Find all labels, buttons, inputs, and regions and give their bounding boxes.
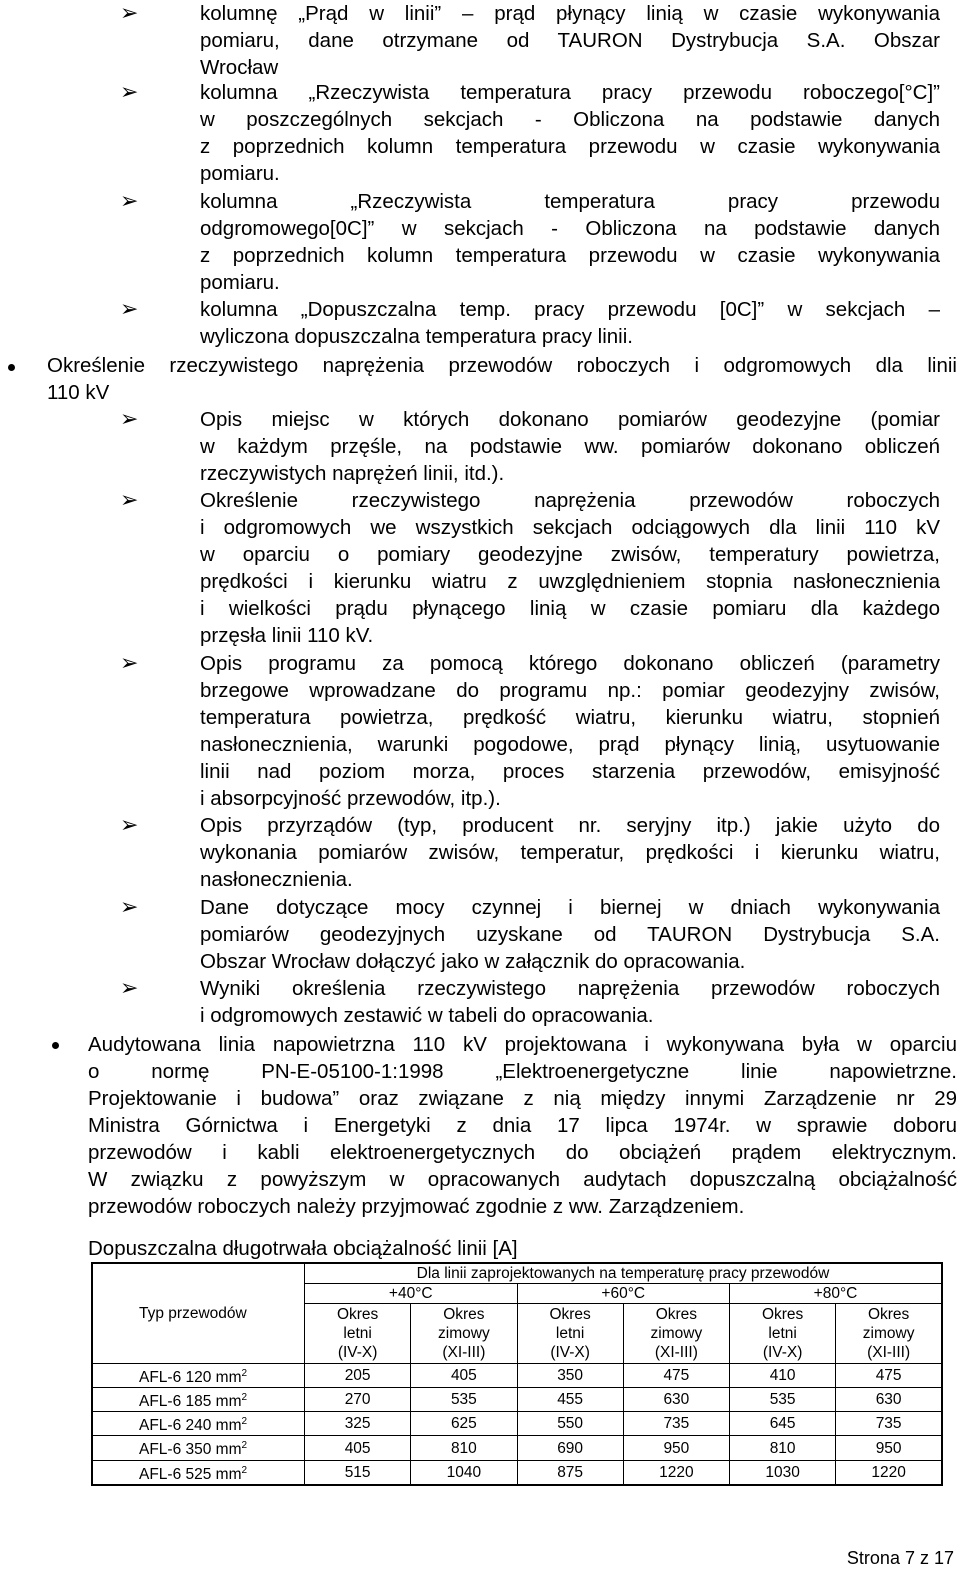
text-line: kolumnę „Prąd w linii” – prąd płynący linią w czasie wykonywania: [200, 2, 940, 25]
arrowhead-bullet-icon: ➢: [120, 895, 139, 920]
load-capacity-table: [91, 1262, 943, 1486]
arrowhead-bullet-icon: ➢: [120, 297, 139, 322]
value-cell: 645: [730, 1412, 836, 1436]
text-line: kolumna „Dopuszczalna temp. pracy przewodu [0C]” w sekcjach –: [200, 298, 940, 321]
season-header-winter: [411, 1304, 517, 1364]
column-group-header: Dla linii zaprojektowanych na temperaturę pracy przewodów: [305, 1263, 943, 1284]
table-row: [92, 1460, 942, 1485]
text-line: Opis miejsc w których dokonano pomiarów geodezyjne (pomiar: [200, 408, 940, 431]
season-line: (IV-X): [762, 1344, 803, 1361]
value-cell: 350: [517, 1364, 623, 1388]
value-cell: 630: [623, 1388, 729, 1412]
paragraph-text: [200, 79, 940, 187]
paragraph-text: [200, 894, 940, 975]
table-row: [92, 1436, 942, 1460]
cable-type-text: AFL-6 525 mm: [139, 1465, 242, 1483]
value-cell: 475: [836, 1364, 942, 1388]
value-cell: 455: [517, 1388, 623, 1412]
text-line: brzegowe wprowadzane do programu np.: pomiar geodezyjny zwisów,: [200, 679, 940, 702]
value-cell: 550: [517, 1412, 623, 1436]
season-line: letni: [343, 1325, 372, 1342]
paragraph-text: [200, 975, 940, 1029]
text-line: pomiarów geodezyjnych uzyskane od TAURON Dystrybucja S.A.: [200, 923, 940, 946]
table-caption: Dopuszczalna długotrwała obciążalność linii [A]: [88, 1237, 518, 1260]
cable-type-cell: [92, 1388, 305, 1412]
season-line: Okres: [549, 1306, 591, 1323]
text-line: Wrocław: [200, 56, 279, 79]
text-line: Opis programu za pomocą którego dokonano obliczeń (parametry: [200, 652, 940, 675]
value-cell: 410: [730, 1364, 836, 1388]
table-row: [92, 1388, 942, 1412]
text-line: W związku z powyższym w opracowanych audytach dopuszczalną obciążalność: [88, 1168, 957, 1191]
season-line: (IV-X): [550, 1344, 590, 1361]
value-cell: 1040: [411, 1460, 517, 1485]
arrowhead-bullet-icon: ➢: [120, 813, 139, 838]
temperature-header: +60°C: [517, 1284, 730, 1304]
value-cell: 875: [517, 1460, 623, 1485]
unit-superscript: 2: [241, 1368, 248, 1379]
season-header-summer: [730, 1304, 836, 1364]
season-header-summer: [305, 1304, 411, 1364]
text-line: Określenie rzeczywistego naprężenia przewodów roboczych i odgromowych dla linii: [47, 354, 957, 377]
paragraph-text: [200, 296, 940, 350]
paragraph-text: [200, 188, 940, 296]
text-line: Określenie rzeczywistego naprężenia przewodów roboczych: [200, 489, 940, 512]
text-line: i absorpcyjność przewodów, itp.).: [200, 787, 501, 810]
season-line: zimowy: [438, 1325, 490, 1342]
cable-type-cell: [92, 1412, 305, 1436]
cable-type-text: AFL-6 185 mm: [139, 1393, 242, 1411]
season-line: zimowy: [650, 1325, 703, 1342]
value-cell: 1220: [623, 1460, 729, 1485]
text-line: o normę PN-E-05100-1:1998 „Elektroenergetyczne linie napowietrzne.: [88, 1060, 957, 1083]
arrowhead-bullet-icon: ➢: [120, 189, 139, 214]
season-header-summer: [517, 1304, 623, 1364]
text-line: nasłonecznienia, warunki pogodowe, prąd płynący linią, usytuowanie: [200, 733, 940, 756]
text-line: rzeczywistych naprężeń linii, itd.).: [200, 462, 505, 485]
value-cell: 735: [836, 1412, 942, 1436]
paragraph-text: [200, 0, 940, 81]
text-line: kolumna „Rzeczywista temperatura pracy przewodu roboczego[°C]”: [200, 81, 940, 104]
arrowhead-bullet-icon: ➢: [120, 651, 139, 676]
cable-type-text: AFL-6 240 mm: [139, 1417, 242, 1435]
text-line: i odgromowych we wszystkich sekcjach odciągowych dla linii 110 kV: [200, 516, 940, 539]
temperature-header: +80°C: [730, 1284, 943, 1304]
season-line: Okres: [867, 1306, 910, 1323]
paragraph-text: [200, 650, 940, 812]
cable-type-cell: [92, 1460, 305, 1485]
season-line: Okres: [336, 1306, 379, 1323]
arrowhead-bullet-icon: ➢: [120, 407, 139, 432]
cable-type-cell: [92, 1364, 305, 1388]
arrowhead-bullet-icon: ➢: [120, 976, 139, 1001]
value-cell: 475: [623, 1364, 729, 1388]
text-line: przęsła linii 110 kV.: [200, 624, 374, 647]
season-line: (XI-III): [654, 1344, 698, 1361]
unit-superscript: 2: [241, 1416, 248, 1428]
text-line: nasłonecznienia.: [200, 868, 353, 891]
text-line: pomiaru.: [200, 271, 280, 294]
value-cell: 735: [623, 1412, 729, 1436]
cable-type-cell: [92, 1436, 305, 1460]
column-header-type: Typ przewodów: [92, 1263, 305, 1364]
text-line: i wielkości prądu płynącego linią w czasie pomiaru dla każdego: [200, 597, 940, 620]
text-line: pomiaru, dane otrzymane od TAURON Dystrybucja S.A. Obszar: [200, 29, 940, 52]
value-cell: 625: [411, 1412, 517, 1436]
cable-type-text: AFL-6 350 mm: [139, 1441, 242, 1459]
text-line: Opis przyrządów (typ, producent nr. seryjny itp.) jakie użyto do: [200, 814, 940, 837]
text-line: i odgromowych zestawić w tabeli do opracowania.: [200, 1004, 654, 1027]
season-header-winter: [623, 1304, 729, 1364]
paragraph-text: [200, 812, 940, 893]
value-cell: 810: [730, 1436, 836, 1460]
round-bullet-icon: [52, 1042, 59, 1049]
temperature-header: +40°C: [305, 1284, 518, 1304]
value-cell: 690: [517, 1436, 623, 1460]
season-line: letni: [555, 1325, 585, 1342]
season-line: letni: [768, 1325, 797, 1342]
text-line: Ministra Górnictwa i Energetyki z dnia 17 lipca 1974r. w sprawie doboru: [88, 1114, 957, 1137]
text-line: przewodów roboczych należy przyjmować zgodnie z ww. Zarządzeniem.: [88, 1195, 745, 1218]
arrowhead-bullet-icon: ➢: [120, 1, 139, 26]
season-line: Okres: [443, 1306, 485, 1323]
season-line: (IV-X): [337, 1344, 378, 1361]
season-line: zimowy: [862, 1325, 915, 1342]
round-bullet-icon: [8, 364, 15, 371]
value-cell: 1220: [836, 1460, 942, 1485]
season-line: (XI-III): [442, 1344, 486, 1361]
text-line: przewodów i kabli elektroenergetycznych do obciążeń prądem elektrycznym.: [88, 1141, 957, 1164]
text-line: pomiaru.: [200, 162, 280, 185]
value-cell: 950: [623, 1436, 729, 1460]
text-line: w poszczególnych sekcjach - Obliczona na podstawie danych: [200, 108, 940, 131]
text-line: Wyniki określenia rzeczywistego naprężenia przewodów roboczych: [200, 977, 940, 1000]
value-cell: 535: [730, 1388, 836, 1412]
text-line: w każdym przęśle, na podstawie ww. pomiarów dokonano obliczeń: [200, 435, 940, 458]
text-line: wykonania pomiarów zwisów, temperatur, prędkości i kierunku wiatru,: [200, 841, 940, 864]
arrowhead-bullet-icon: ➢: [120, 488, 139, 513]
text-line: wyliczona dopuszczalna temperatura pracy linii.: [200, 325, 633, 348]
value-cell: 630: [836, 1388, 942, 1412]
value-cell: 810: [411, 1436, 517, 1460]
season-line: Okres: [655, 1306, 698, 1323]
text-line: 110 kV: [47, 381, 110, 404]
value-cell: 405: [305, 1436, 411, 1460]
text-line: z poprzednich kolumn temperatura przewodu w czasie wykonywania: [200, 244, 940, 267]
season-line: Okres: [761, 1306, 804, 1323]
value-cell: 405: [411, 1364, 517, 1388]
text-line: Audytowana linia napowietrzna 110 kV projektowana i wykonywana była w oparciu: [88, 1033, 957, 1056]
unit-superscript: 2: [241, 1392, 248, 1404]
arrowhead-bullet-icon: ➢: [120, 80, 139, 105]
value-cell: 270: [305, 1388, 411, 1412]
unit-superscript: 2: [241, 1440, 248, 1452]
unit-superscript: 2: [241, 1464, 248, 1476]
paragraph-text: [200, 487, 940, 649]
text-line: prędkości i kierunku wiatru z uwzględnieniem stopnia nasłonecznienia: [200, 570, 940, 593]
value-cell: 535: [411, 1388, 517, 1412]
text-line: odgromowego[0C]” w sekcjach - Obliczona na podstawie danych: [200, 217, 940, 240]
text-line: Projektowanie i budowa” oraz związane z nią między innymi Zarządzenie nr 29: [88, 1087, 957, 1110]
text-line: linii nad poziom morza, proces starzenia przewodów, emisyjność: [200, 760, 940, 783]
season-header-winter: [836, 1304, 942, 1364]
season-line: (XI-III): [867, 1344, 911, 1361]
text-line: kolumna „Rzeczywista temperatura pracy przewodu: [200, 190, 940, 213]
page-number: Strona 7 z 17: [846, 1548, 954, 1568]
text-line: Obszar Wrocław dołączyć jako w załącznik do opracowania.: [200, 950, 746, 973]
paragraph-text: [47, 352, 957, 406]
text-line: w oparciu o pomiary geodezyjne zwisów, temperatury powietrza,: [200, 543, 940, 566]
paragraph-text: [200, 406, 940, 487]
table-row: [92, 1412, 942, 1436]
value-cell: 325: [305, 1412, 411, 1436]
text-line: temperatura powietrza, prędkość wiatru, kierunku wiatru, stopnień: [200, 706, 940, 729]
table-row: [92, 1364, 942, 1388]
value-cell: 515: [305, 1460, 411, 1485]
value-cell: 205: [305, 1364, 411, 1388]
cable-type-text: AFL-6 120 mm: [139, 1369, 242, 1387]
paragraph-text: [88, 1031, 957, 1220]
text-line: z poprzednich kolumn temperatura przewodu w czasie wykonywania: [200, 135, 940, 158]
value-cell: 950: [836, 1436, 942, 1460]
text-line: Dane dotyczące mocy czynnej i biernej w dniach wykonywania: [200, 896, 940, 919]
value-cell: 1030: [730, 1460, 836, 1485]
